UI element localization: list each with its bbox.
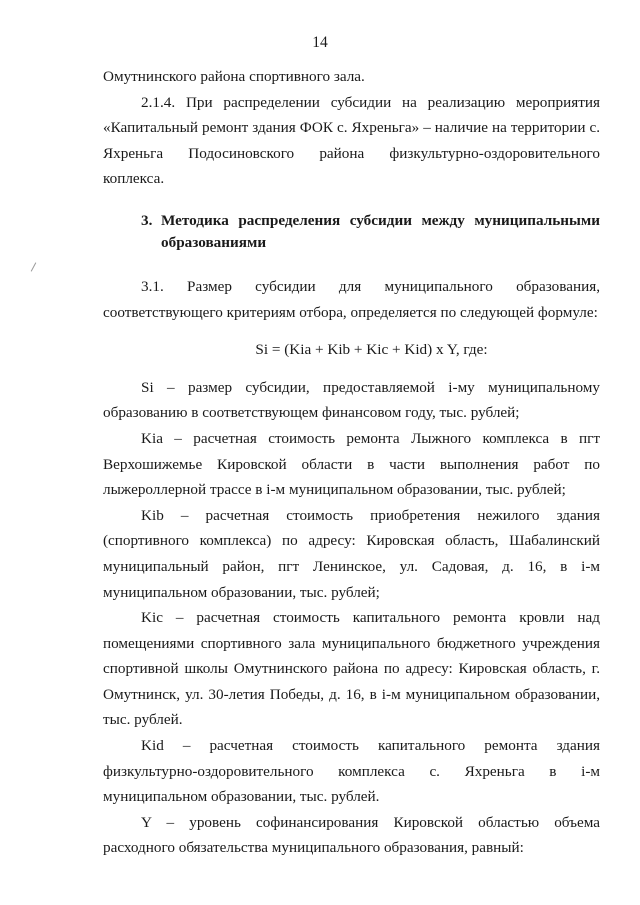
section-heading <box>103 210 600 254</box>
definition-si: Si – размер субсидии, предоставляемой i-му муниципальному образованию в соответствующем финансовом году, тыс. рублей; <box>103 378 600 422</box>
formula: Si = (Kia + Kib + Kic + Kid) x Y, где: <box>255 341 488 359</box>
scan-artifact-mark <box>31 262 37 271</box>
definition-kib: Kib – расчетная стоимость приобретения нежилого здания (спортивного комплекса) по адресу: Кировская область, Шабалинский муниципальный район, пгт Ленинское, ул. Садовая, д. 16, в i-м муниципальном образовании, тыс. рублей; <box>103 506 600 601</box>
section-number: 3. <box>141 211 153 229</box>
definition-kic: Kic – расчетная стоимость капитального ремонта кровли над помещениями спортивного зала муниципального бюджетного учреждения спортивной школы Омутнинского района по адресу: Кировская область, г. Омутнинск, ул. 30-летия Победы, д. 16, в i-м муниципальном образовании, тыс. рублей. <box>103 609 600 729</box>
paragraph-continuation: Омутнинского района спортивного зала. <box>103 68 365 85</box>
page-content <box>103 64 600 861</box>
page-number: 14 <box>312 34 328 51</box>
section-title: Методика распределения субсидии между муниципальными образованиями <box>161 211 600 251</box>
definition-kid: Kid – расчетная стоимость капитального ремонта здания физкультурно-оздоровительного комплекса с. Яхреньга в i-м муниципальном образовании, тыс. рублей. <box>103 737 600 806</box>
paragraph-2-1-4: 2.1.4. При распределении субсидии на реализацию мероприятия «Капитальный ремонт здания ФОК с. Яхреньга» – наличие на территории с. Яхреньга Подосиновского района физкультурно-оздоровительного коплекса. <box>103 93 600 188</box>
paragraph-3-1: 3.1. Размер субсидии для муниципального образования, соответствующего критериям отбора, определяется по следующей формуле: <box>103 277 600 321</box>
definition-y: Y – уровень софинансирования Кировской областью объема расходного обязательства муниципального образования, равный: <box>103 813 600 857</box>
definition-kia: Kia – расчетная стоимость ремонта Лыжного комплекса в пгт Верхошижемье Кировской области в части выполнения работ по лыжероллерной трассе в i-м муниципальном образовании, тыс. рублей; <box>103 429 600 499</box>
